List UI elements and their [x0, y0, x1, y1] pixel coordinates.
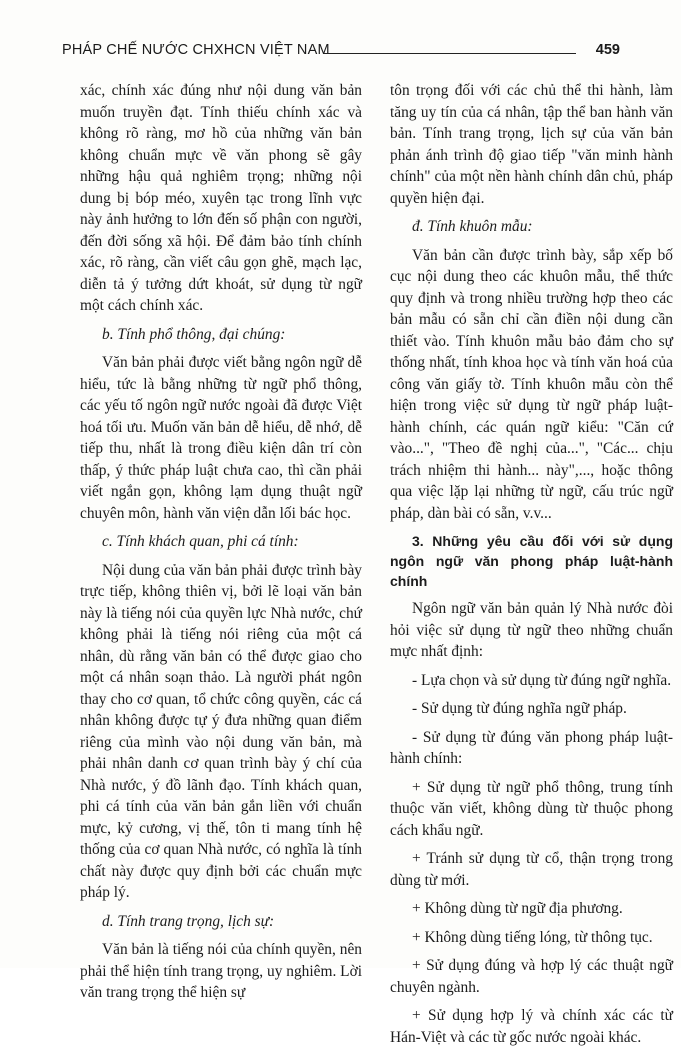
- list-item: - Lựa chọn và sử dụng từ đúng ngữ nghĩa.: [412, 671, 672, 689]
- paragraph: Nội dung của văn bản phải được trình bày trực tiếp, không thiên vị, bởi lẽ loại văn bản này là tiếng nói của quyền lực Nhà nước, chứ không phải là tiếng nói riêng của một cá nhân, dù rằng văn bản có thể được giao cho một cá nhân soạn thảo. Là người phát ngôn thay cho cơ quan, tổ chức công quyền, các cá nhân không được tự ý đưa những quan điểm riêng của mình vào nội dung văn bản, mà phải nhân danh cơ quan trình bày ý chí của Nhà nước, ý đồ lãnh đạo. Tính khách quan, phi cá tính của văn bản gắn liền với chuẩn mực, kỷ cương, vị thế, tôn ti mang tính hệ thống của cơ quan Nhà nước, có nghĩa là tính chất này được quy định bởi các chuẩn mực pháp lý.: [80, 561, 362, 901]
- list-item: + Không dùng tiếng lóng, từ thông tục.: [412, 928, 653, 946]
- right-column: [390, 80, 673, 1055]
- running-title: PHÁP CHẾ NƯỚC CHXHCN VIỆT NAM: [62, 42, 330, 58]
- paragraph: Ngôn ngữ văn bản quản lý Nhà nước đòi hỏi việc sử dụng từ ngữ theo những chuẩn mực nhất định:: [390, 600, 673, 660]
- subheading: b. Tính phổ thông, đại chúng:: [102, 325, 286, 343]
- list-item: + Không dùng từ ngữ địa phương.: [412, 900, 623, 917]
- list-item: + Sử dụng hợp lý và chính xác các từ Hán-Việt và các từ gốc nước ngoài khác.: [390, 1007, 673, 1046]
- paragraph: Văn bản cần được trình bày, sắp xếp bố cục nội dung theo các khuôn mẫu, thể thức quy định và trong nhiều trường hợp theo các bản mẫu có sẵn chỉ cần điền nội dung cần thiết vào. Tính khuôn mẫu bảo đảm cho sự thống nhất, tính khoa học và tính văn hoá của công văn giấy tờ. Tính khuôn mẫu còn thể hiện trong việc sử dụng từ ngữ pháp luật-hành chính, các quán ngữ kiểu: "Căn cứ vào...", "Theo đề nghị của...", "Các... chịu trách nhiệm thi hành... này",..., hoặc thông qua việc lặp lại những từ ngữ, cấu trúc ngữ pháp, dàn bài có sẵn, v.v...: [390, 246, 673, 522]
- list-item: + Sử dụng từ ngữ phổ thông, trung tính thuộc văn viết, không dùng từ thuộc phong cách khẩu ngữ.: [390, 778, 673, 839]
- subheading: c. Tính khách quan, phi cá tính:: [102, 533, 299, 550]
- subheading: d. Tính trang trọng, lịch sự:: [102, 912, 275, 930]
- paragraph: Văn bản phải được viết bằng ngôn ngữ dễ hiểu, tức là bằng những từ ngữ phổ thông, các yếu tố ngôn ngữ nước ngoài đã được Việt hoá tối ưu. Muốn văn bản dễ hiểu, dễ nhớ, dễ tiếp thu, nhất là trong điều kiện dân trí còn thấp, ý thức pháp luật chưa cao, thì cần phải viết ngắn gọn, không lạm dụng thuật ngữ chuyên môn, hành văn viện dẫn lối bác học.: [80, 354, 362, 522]
- paragraph: xác, chính xác đúng như nội dung văn bản muốn truyền đạt. Tính thiếu chính xác và không rõ ràng, mơ hồ của những văn bản không chuẩn mực về văn phong sẽ gây những hậu quả nghiêm trọng; những nội dung bị bóp méo, xuyên tạc trong lĩnh vực này ảnh hưởng to lớn đến số phận con người, đến đời sống xã hội. Để đảm bảo tính chính xác, rõ ràng, cần viết câu gọn ghẽ, mạch lạc, diễn tả ý tưởng dứt khoát, sử dụng từ ngữ một cách chính xác.: [80, 82, 362, 314]
- paragraph: Văn bản là tiếng nói của chính quyền, nên phải thể hiện tính trang trọng, uy nghiêm. Lời văn trang trọng thể hiện sự: [80, 941, 362, 1001]
- list-item: - Sử dụng từ đúng văn phong pháp luật-hành chính:: [390, 728, 673, 767]
- header-rule: [324, 53, 576, 54]
- section-heading: 3. Những yêu cầu đối với sử dụng ngôn ngữ văn phong pháp luật-hành chính: [390, 533, 673, 589]
- list-item: - Sử dụng từ đúng nghĩa ngữ pháp.: [412, 700, 627, 717]
- list-item: + Tránh sử dụng từ cổ, thận trọng trong dùng từ mới.: [390, 850, 673, 889]
- paragraph: tôn trọng đối với các chủ thể thi hành, làm tăng uy tín của cá nhân, tập thể ban hành văn bản. Tính trang trọng, lịch sự của văn bản phản ánh trình độ giao tiếp "văn minh hành chính" của một nền hành chính dân chủ, pháp quyền hiện đại.: [390, 82, 673, 207]
- page-number: 459: [595, 42, 620, 58]
- left-column: [80, 80, 362, 1011]
- list-item: + Sử dụng đúng và hợp lý các thuật ngữ chuyên ngành.: [390, 957, 673, 996]
- running-header: [62, 42, 620, 64]
- subheading: đ. Tính khuôn mẫu:: [412, 218, 533, 235]
